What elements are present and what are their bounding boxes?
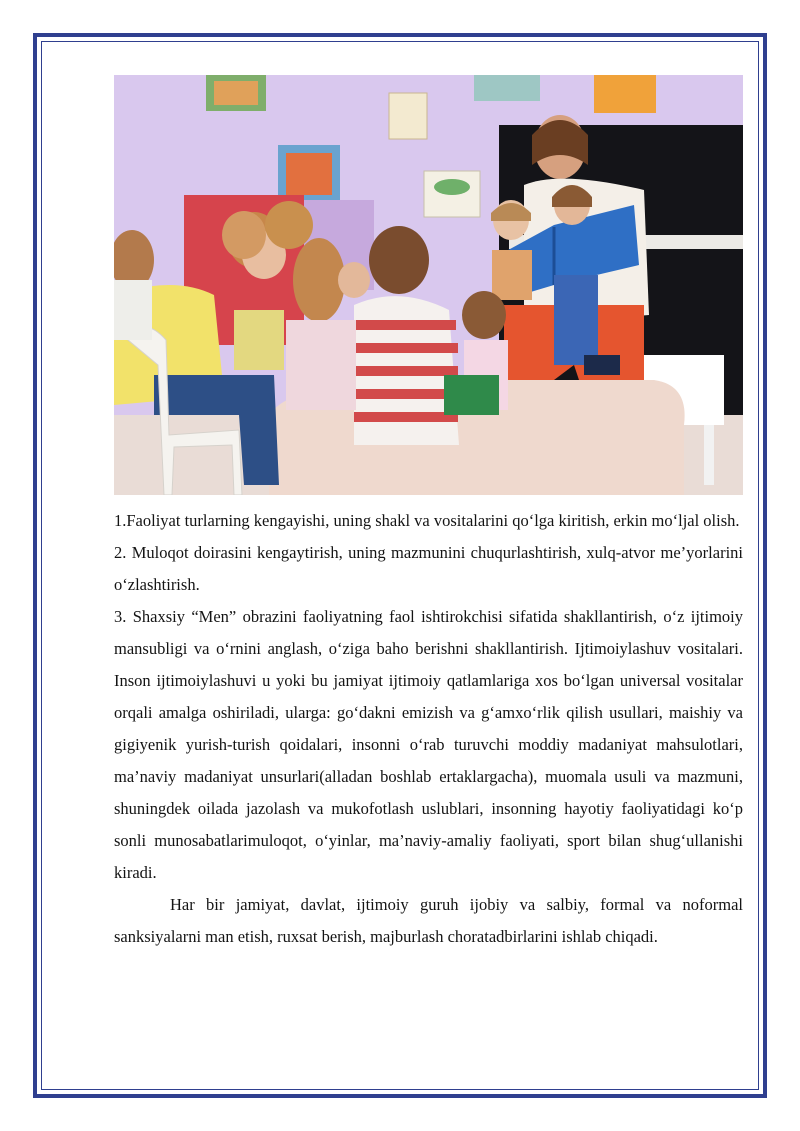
body-text xyxy=(114,505,743,953)
paragraph-4: Har bir jamiyat, davlat, ijtimoiy guruh ijobiy va salbiy, formal va noformal sanksiyalarni man etish, ruxsat berish, majburlash choratadbirlarini ishlab chiqadi. xyxy=(114,895,743,946)
paragraph-3: 3. Shaxsiy “Men” obrazini faoliyatning faol ishtirokchisi sifatida shakllantirish, o‘z ijtimoiy mansubligi va o‘rnini anglash, o‘ziga baho berishni shakllantirish. Ijtimoiylashuv vositalari. Inson ijtimoiylashuvi u yoki bu jamiyat ijtimoiy qatlamlariga xos bo‘lgan universal vositalar orqali amalga oshiriladi, ularga: go‘dakni emizish va g‘amxo‘rlik qilish usullari, maishiy va gigiyenik yurish-turish qoidalari, insonni o‘rab turuvchi moddiy madaniyat mahsulotlari, ma’naviy madaniyat unsurlari(alladan boshlab ertaklargacha), muomala usuli va mazmuni, shuningdek oilada jazolash va mukofotlash uslublari, insonning hayotiy faoliyatidagi ko‘p sonli munosabatlarimuloqot, o‘yinlar, ma’naviy-amaliy faoliyati, sport bilan shug‘ullanishi kiradi. xyxy=(114,607,743,882)
classroom-photo xyxy=(114,75,743,495)
paragraph-1: 1.Faoliyat turlarning kengayishi, uning shakl va vositalarini qo‘lga kiritish, erkin mo‘ljal olish. xyxy=(114,511,740,530)
paragraph-2: 2. Muloqot doirasini kengaytirish, uning mazmunini chuqurlashtirish, xulq-atvor me’yorlarini o‘zlashtirish. xyxy=(114,543,743,594)
